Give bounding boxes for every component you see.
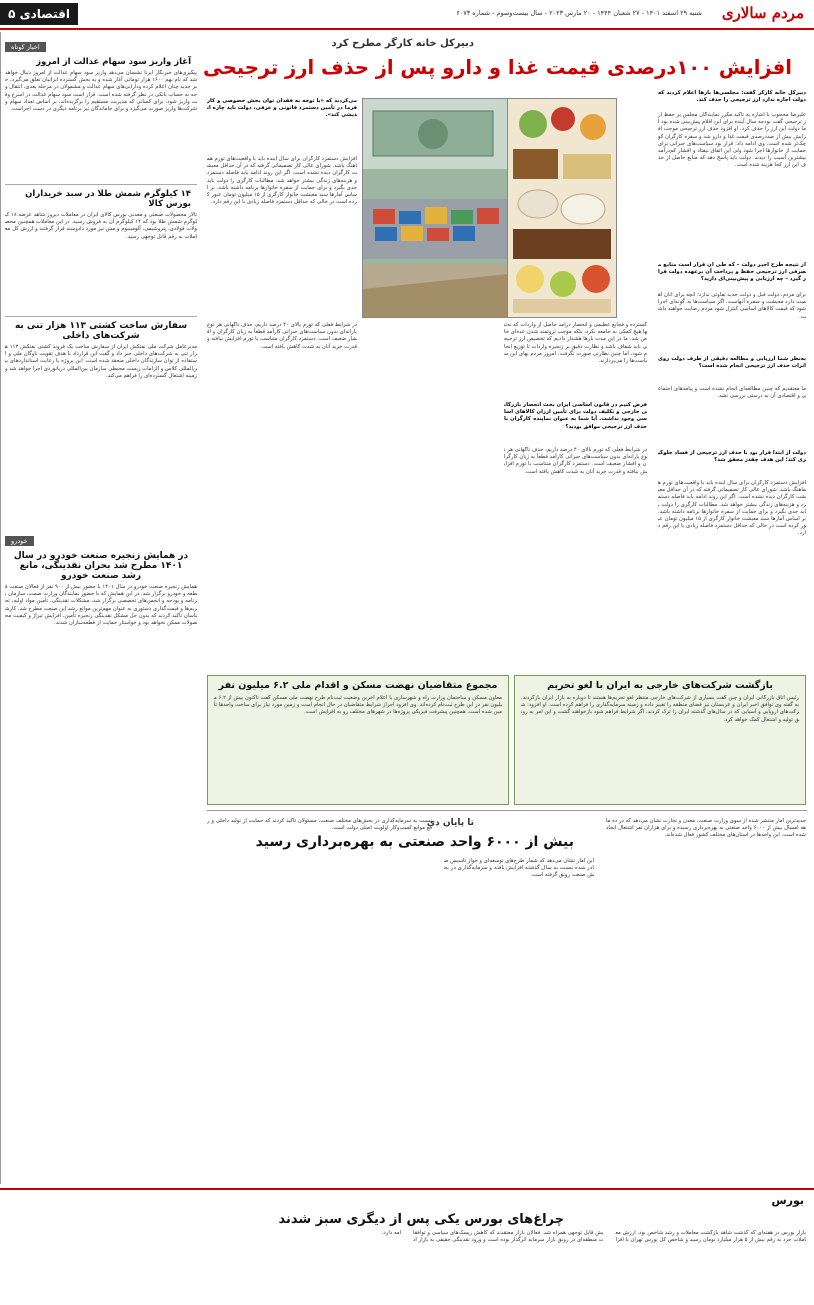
sidebar-item-body: تالار محصولات صنعتی و معدنی بورس کالای ایران در معاملات دیروز شاهد عرضه ۱۸ کیلوگرم شمش طلا بود که ۱۴ کیلوگرم آن به فروش رسید. در این معاملات همچنین محصولات فولادی، پتروشیمی، آلومینیوم و مس نیز مورد دادوستد قرار گرفتند و ارزش کل معاملات به رقم قابل توجهی رسید.: [5, 212, 197, 240]
sidebar-item: [1, 57, 201, 180]
bourse-tag: بورس: [771, 1194, 804, 1207]
lead-paragraph: در شرایط فعلی که تورم بالای ۴۰ درصد داریم، حذف ناگهانی هر نوع یارانه‌ای بدون سیاست‌های جبرانی کارآمد قطعاً به زیان کارگران و اقشار ضعیف است. دستمزد کارگران متناسب با تورم افزایش نیافته و قدرت خرید آنان به شدت کاهش یافته است.: [504, 447, 647, 475]
bourse-divider: [0, 1188, 814, 1190]
bourse-body: [8, 1230, 806, 1300]
sidebar-item-body: مدیرعامل شرکت ملی نفتکش ایران از سفارش ساخت یک فروند کشتی نفتکش ۱۱۳ هزار تنی به شرکت‌های داخلی خبر داد و گفت این قرارداد با هدف تقویت ناوگان ملی و استفاده از توان سازندگان داخلی منعقد شده است. این پروژه با رعایت استانداردهای بین‌المللی کلاس و الزامات زیست محیطی سازمان بین‌المللی دریانوردی اجرا خواهد شد و زمینه اشتغال گسترده‌ای را فراهم می‌کند.: [5, 344, 197, 379]
mid-column-2: [444, 858, 594, 958]
interview-question: به‌نظر شما ارزیابی و مطالعه دقیقی از طرف دولت روی اثرات حذف ارز ترجیحی انجام شده است؟: [658, 356, 806, 370]
lead-intro: دبیرکل خانه کارگر گفت: مجلسی‌ها بارها اعلام کردند که دولت اجازه ندارد ارز ترجیحی را حذف کند.: [658, 90, 806, 104]
lead-paragraph: افزایش دستمزد کارگران برای سال آینده باید با واقعیت‌های تورم هماهنگ باشد. شورای عالی کار تصمیماتی گرفته که در آن حداقل معیشت کارگران دیده نشده است. اگر این روند ادامه یابد فاصله دستمزد و هزینه‌های زندگی بیشتر خواهد شد. مطالبات کارگری را دولت باید جدی بگیرد و برای حمایت از سفره خانوارها برنامه داشته باشد. بر اساس آمارها سبد معیشت خانوار کارگری از ۱۵ میلیون تومان عبور کرده است در حالی که حداقل دستمزد فاصله زیادی با این رقم دارد.: [207, 156, 357, 206]
header-divider: [0, 28, 814, 30]
section-title: [0, 3, 78, 25]
lead-paragraph: برای مردم، دولت قبل و دولت جدید تفاوتی ندارد؛ آنچه برای آنان اهمیت دارد معیشت و سفره آنهاست. اگر سیاست‌ها به گونه‌ای اجرا شود که قیمت کالاهای اساسی کنترل شود مردم رضایت خواهند داشت.: [658, 292, 806, 320]
lead-photo-image: [363, 99, 508, 317]
news-sidebar: [0, 32, 201, 1184]
page-header: [0, 0, 814, 30]
page-number: ۵: [8, 7, 16, 21]
lead-paragraph: ما معتقدیم که چنین مطالعه‌ای انجام نشده است و پیامدهای اجتماعی و اقتصادی آن به درستی بررسی نشد.: [658, 386, 806, 400]
sidebar-item-title: ۱۴ کیلوگرم شمش طلا در سبد خریداران بورس کالا: [25, 189, 191, 209]
divider: [207, 810, 807, 811]
housing-box: [207, 675, 509, 805]
lead-kicker: دبیرکل خانه کارگر مطرح کرد: [331, 38, 474, 49]
sidebar-column-tag: خودرو: [5, 536, 34, 546]
lead-quote: می‌کردند که «با توجه به فقدان توان بخش خصوصی و کارفرما در تأمین دستمزد قانونی و عرفی، دولت باید چاره اندیشی کند».: [207, 98, 357, 119]
bourse-paragraph: بازار بورس در هفته‌ای که گذشت شاهد بازگشت معاملات و رشد شاخص بود. ارزش معاملات خرد به رقم بیش از ۵ هزار میلیارد تومان رسید و شاخص کل بورس تهران با افزایش قابل توجهی همراه شد. فعالان بازار معتقدند که کاهش ریسک‌های سیاسی و توافقات منطقه‌ای در رونق بازار سرمایه اثرگذار بوده است و ورود نقدینگی حقیقی به بازار ادامه دارد.: [381, 1230, 806, 1244]
box-title: مجموع متقاضیان نهضت مسکن و اقدام ملی ۶.۲ میلیون نفر: [218, 680, 498, 691]
sidebar-column-tag: اخبار کوتاه: [5, 42, 46, 52]
sidebar-item: [1, 189, 201, 312]
bourse-headline: چراغ‌های بورس یکی پس از دیگری سبز شدند: [278, 1212, 564, 1227]
issue-date-line: شنبه ۲۹ اسفند ۱۴۰۱ - ۲۷ شعبان ۱۴۴۴ - ۲۰ مارس ۲۰۲۳ - سال بیست‌وسوم - شماره ۶۰۷۳: [456, 9, 702, 17]
divider: [5, 184, 197, 185]
interview-question: از نتیجه طرح اخیر دولت – که طی آن قرار است منابع مصرفی ارز ترجیحی حفظ و پرداخت آن برعهده دولت قرار گیرد – چه ارزیابی و پیش‌بینی‌ای دارید؟: [658, 262, 806, 283]
lead-photo: [362, 98, 509, 318]
interview-question: فرض کنیم در قانون اساسی ایران بحث انحصار بازرگانی خارجی و تکلیف دولت برای تأمین ارزان کالاهای اساسی وجود نداشت. آیا شما به عنوان نماینده کارگران با حذف ارز ترجیحی موافق بودید؟: [504, 402, 647, 430]
lead-column-2: [504, 322, 647, 672]
mid-column-3: [207, 818, 432, 958]
box-title: بازگشت شرکت‌های خارجی به ایران با لغو تحریم: [547, 680, 773, 691]
mid-paragraph: جدیدترین آمار منتشر شده از سوی وزارت صنعت، معدن و تجارت نشان می‌دهد که در ده ماهه امسال بیش از ۶۰۰۰ واحد صنعتی به بهره‌برداری رسیده و برای هزاران نفر اشتغال ایجاد شده است. این واحدها در استان‌های مختلف کشور فعال شده‌اند.: [606, 818, 806, 839]
mid-column-1: [606, 818, 806, 958]
sidebar-item-title: سفارش ساخت کشتی ۱۱۳ هزار تنی به شرکت‌های داخلی: [14, 321, 188, 341]
interview-question: دولت از ابتدا قرار بود با حذف ارز ترجیحی از فساد جلوگیری کند؛ این هدف چقدر محقق شد؟: [658, 450, 806, 464]
sidebar-item: [1, 321, 201, 524]
foreign-companies-box: [514, 675, 806, 805]
sidebar-item-title: آغاز واریز سود سهام عدالت از امروز: [36, 57, 191, 67]
sidebar-item-title: در همایش زنجیره صنعت خودرو در سال ۱۴۰۱ مطرح شد بحران نقدینگی، مانع رشد صنعت خودرو: [13, 551, 189, 581]
lead-headline: افزایش ۱۰۰درصدی قیمت غذا و دارو پس از حذف ارز ترجیحی: [202, 56, 792, 79]
sidebar-item: [1, 551, 201, 1184]
box-body: معاون مسکن و ساختمان وزارت راه و شهرسازی با اعلام آخرین وضعیت ثبت‌نام طرح نهضت ملی مسکن گفت تاکنون بیش از ۶.۲ میلیون نفر در این طرح ثبت‌نام کرده‌اند. وی افزود احراز شرایط متقاضیان در حال انجام است و زمین مورد نیاز برای ساخت واحدها تأمین شده است. همچنین پیشرفت فیزیکی پروژه‌ها در شهرهای مختلف رو به افزایش است.: [214, 695, 502, 716]
newspaper-brand: مردم سالاری: [721, 4, 804, 22]
lead-paragraph: در شرایط فعلی که تورم بالای ۴۰ درصد داریم، حذف ناگهانی هر نوع یارانه‌ای بدون سیاست‌های جبرانی کارآمد قطعاً به زیان کارگران و اقشار ضعیف است. دستمزد کارگران متناسب با تورم افزایش نیافته و قدرت خرید آنان به شدت کاهش یافته است.: [207, 322, 357, 350]
lead-paragraph: علیرضا محجوب با اشاره به تأکید مکرر نمایندگان مجلس بر حفظ ارز ترجیحی گفت بودجه سال آینده برای این اقلام پیش‌بینی شده بود اما دولت این ارز را حذف کرد. او افزود حذف ارز ترجیحی موجب افزایش بیش از صددرصدی قیمت غذا و دارو شد و سفره کارگران کوچک‌تر شده است. وی ادامه داد: قرار بود سیاست‌های جبرانی برای حمایت از خانوارها اجرا شود ولی این اتفاق نیفتاد و اقشار کم‌درآمد بیشترین آسیب را دیدند. دولت باید پاسخ دهد که منابع حاصل از حذف این ارز کجا هزینه شده است.: [658, 112, 806, 169]
mid-paragraph: این آمار نشان می‌دهد که شمار طرح‌های توسعه‌ای و جواز تأسیس صادر شده نسبت به سال گذشته افزایش یافته و سرمایه‌گذاری در بخش صنعت رونق گرفته است.: [444, 858, 594, 879]
box-body: رئیس اتاق بازرگانی ایران و چین گفت بسیاری از شرکت‌های خارجی منتظر لغو تحریم‌ها هستند تا دوباره به بازار ایران بازگردند. به گفته وی توافق اخیر ایران و عربستان نیز فضای منطقه را تغییر داده و زمینه سرمایه‌گذاری را فراهم کرده است. او افزود: شرکت‌های اروپایی و آسیایی که در سال‌های گذشته ایران را ترک کردند، اگر شرایط فراهم شود بازخواهند گشت و این امر به رونق تولید و اشتغال کمک خواهد کرد.: [521, 695, 799, 723]
lead-column-1: [658, 90, 806, 638]
sidebar-item-body: همایش زنجیره صنعت خودرو در سال ۱۴۰۱ با حضور بیش از ۹۰۰ نفر از فعالان صنعت قطعه و خودرو برگزار شد. در این همایش که با حضور نمایندگان وزارت صمت، سازمان برنامه و بودجه و انجمن‌های تخصصی برگزار شد، مشکلات نقدینگی، تأمین مواد اولیه، تحریم‌ها و قیمت‌گذاری دستوری به عنوان مهم‌ترین موانع رشد این صنعت مطرح شد. کارشناسان تأکید کردند که بدون حل مشکل نقدینگی زنجیره تأمین، افزایش تیراژ و کیفیت محصولات ممکن نخواهد بود و خواستار حمایت از قطعه‌سازان شدند.: [5, 584, 197, 627]
mid-headline: بیش از ۶۰۰۰ واحد صنعتی به بهره‌برداری رسید: [255, 834, 574, 850]
lead-paragraph: افزایش دستمزد کارگران برای سال آینده باید با واقعیت‌های تورم هماهنگ باشد. شورای عالی کار تصمیماتی گرفته که در آن حداقل معیشت کارگران دیده نشده است. اگر این روند ادامه یابد فاصله دستمزد و هزینه‌های زندگی بیشتر خواهد شد. مطالبات کارگری را دولت باید جدی بگیرد و برای حمایت از سفره خانوارها برنامه داشته باشد. بر اساس آمارها سبد معیشت خانوار کارگری از ۱۵ میلیون تومان عبور کرده است در حالی که حداقل دستمزد فاصله زیادی با این رقم دارد.: [658, 480, 806, 537]
lead-column-3: [207, 98, 357, 358]
sidebar-item-body: پیگیری‌های خبرنگار ایرنا نشسان می‌دهد واریز سود سهام عدالت از امروز دنبال خواهد شد که نام بهم ۱۶۰۰ هزار تومانی آغاز شده و به بخش گسترده ایرانیان تعلق می‌گیرد، خبر جدید چنان اعلام کرده ودارایی‌های سهام عدالت و مشمولان در مرحله بعدی، انتقال وجه به حساب بانکی در نظر گرفته شده است. قرار است سود سهام عدالت در اسرع وقت واریز شود. برای کسانی که مدیریت مستقیم را برگزیده‌اند، بر اساس تعداد سهام و شرکت‌ها واریز صورت می‌گیرد و برای جاماندگان نیز برنامه دیگری در دست اجراست.: [5, 70, 197, 113]
mid-paragraph: نسبت به سرمایه‌گذاری در بخش‌های مختلف صنعت، مسئولان تأکید کردند که حمایت از تولید داخلی و رفع موانع کسب‌وکار اولویت اصلی دولت است.: [207, 818, 432, 832]
lead-paragraph: گسترده و فجایع عظیمی و انحصار درآمد حاصل از واردات که نه‌تنها هیچ کمکی به جامعه نکرد، بلکه موجب ثروتمند شدن عده‌ای خاص شد. ما در این مدت بارها هشدار دادیم که تخصیص ارز ترجیحی باید شفاف باشد و نظارت دقیق بر زنجیره واردات تا توزیع انجام شود، اما چنین نظارتی صورت نگرفت. امروز مردم بهای این سیاست‌ها را می‌پردازند.: [504, 322, 647, 365]
section-label: اقتصادی: [19, 7, 70, 21]
lead-column-4: [207, 322, 357, 672]
divider: [5, 316, 197, 317]
mid-kicker: تا پایان دی: [426, 818, 474, 828]
food-photo-image: [508, 99, 616, 317]
food-photo: [507, 98, 617, 318]
